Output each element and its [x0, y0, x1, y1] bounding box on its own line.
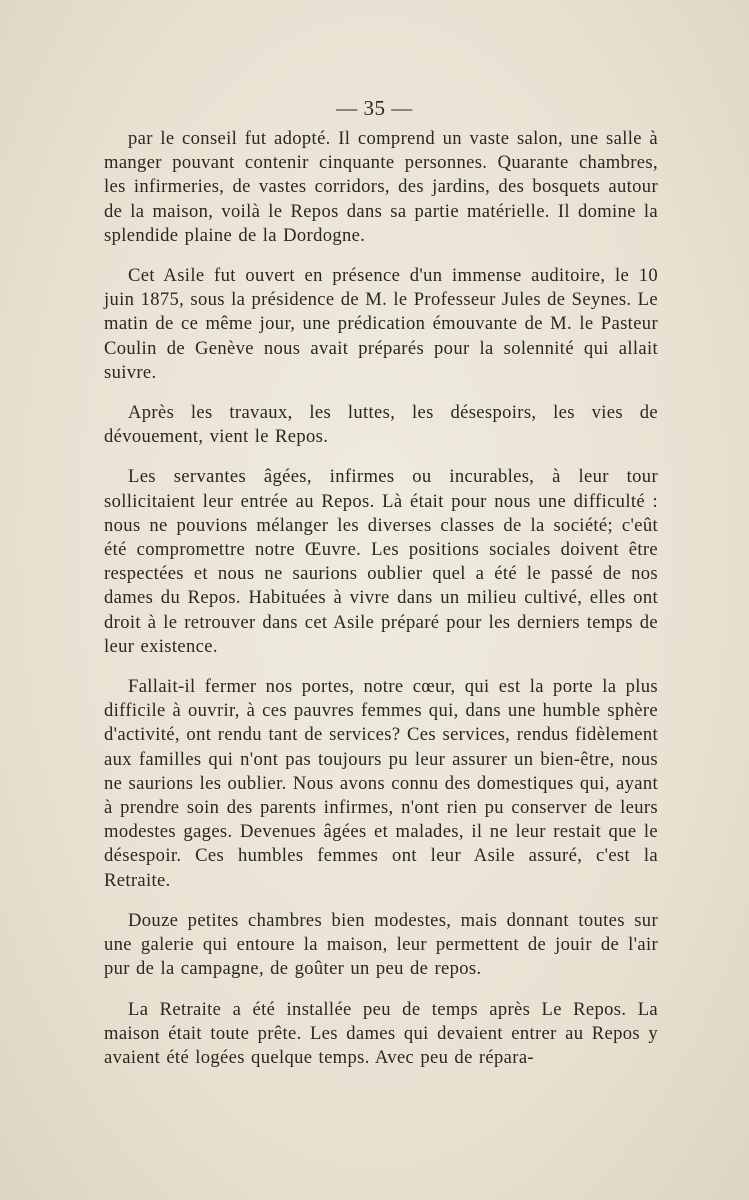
page-number: — 35 — — [336, 96, 413, 120]
paragraph-5: Fallait-il fermer nos portes, notre cœur, qui est la porte la plus difficile à ouvrir, à ces pauvres femmes qui, dans une humble sphère d'activité, ont rendu tant de services? Ces services, rendus fidèlement aux familles qui n'ont pas toujours pu leur assurer un bien-être, nous ne saurions les oublier. Nous avons connu des domestiques qui, ayant à prendre soin des parents infirmes, n'ont rien pu conserver de leurs modestes gages. Devenues âgées et malades, il ne leur restait que le désespoir. Ces humbles femmes ont leur Asile assuré, c'est la Retraite. — [104, 676, 658, 891]
paragraph-2: Cet Asile fut ouvert en présence d'un immense auditoire, le 10 juin 1875, sous la présidence de M. le Professeur Jules de Seynes. Le matin de ce même jour, une prédication émouvante de M. le Pasteur Coulin de Genève nous avait préparés pour la solennité qui allait suivre. — [104, 265, 658, 383]
paragraph-1: par le conseil fut adopté. Il comprend un vaste salon, une salle à manger pouvant contenir cinquante personnes. Quarante chambres, les infirmeries, de vastes corridors, des jardins, des bosquets autour de la maison, voilà le Repos dans sa partie matérielle. Il domine la splendide plaine de la Dordogne. — [104, 128, 658, 246]
paragraph-7: La Retraite a été installée peu de temps après Le Repos. La maison était toute prête. Les dames qui devaient entrer au Repos y avaient été logées quelque temps. Avec peu de répara- — [104, 998, 658, 1068]
body-text — [104, 127, 658, 1086]
paragraph-3: Après les travaux, les luttes, les désespoirs, les vies de dévouement, vient le Repos. — [104, 402, 658, 448]
paragraph-4: Les servantes âgées, infirmes ou incurables, à leur tour sollicitaient leur entrée au Repos. Là était pour nous une difficulté : nous ne pouvions mélanger les diverses classes de la société; c'eût été compromettre notre Œuvre. Les positions sociales doivent être respectées et nous ne saurions oublier quel a été le passé de nos dames du Repos. Habituées à vivre dans un milieu cultivé, elles ont droit à le retrouver dans cet Asile préparé pour les derniers temps de leur existence. — [104, 466, 658, 657]
paragraph-6: Douze petites chambres bien modestes, mais donnant toutes sur une galerie qui entoure la maison, leur permettent de jouir de l'air pur de la campagne, de goûter un peu de repos. — [104, 909, 658, 980]
